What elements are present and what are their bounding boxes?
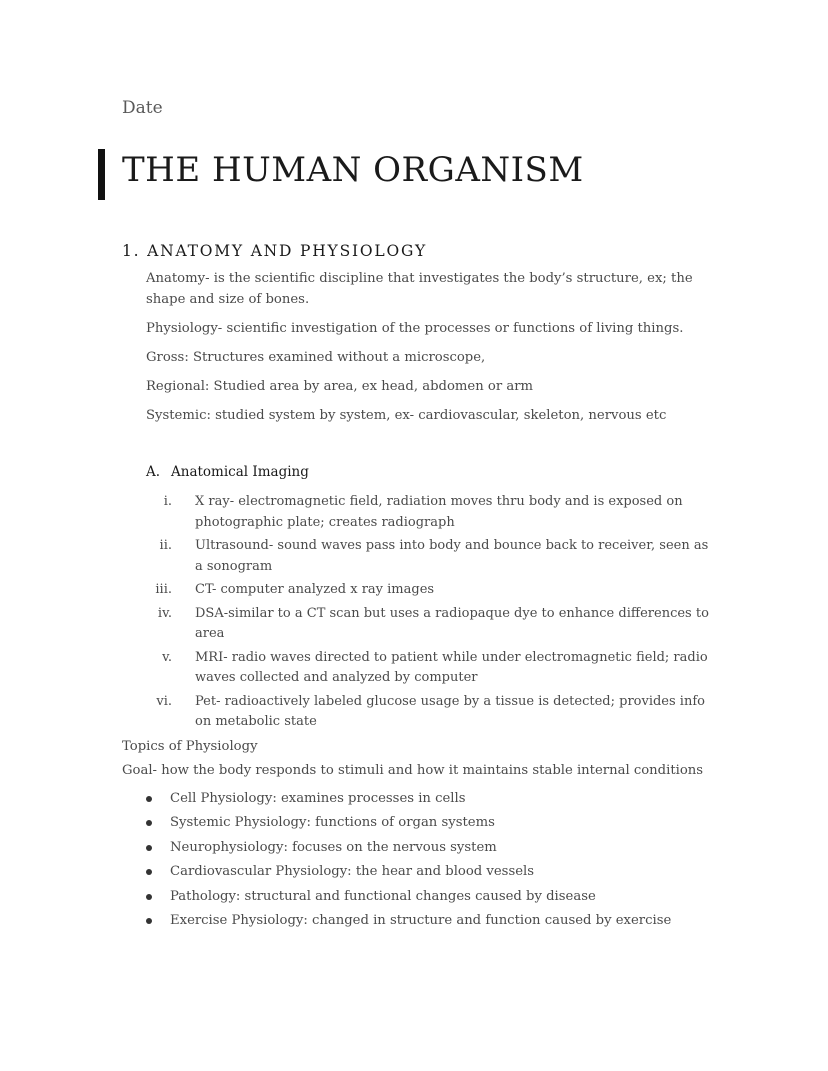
- paragraph-systemic: Systemic: studied system by system, ex- cardiovascular, skeleton, nervous etc: [146, 408, 667, 423]
- bullet-icon: [146, 820, 152, 826]
- list-item-text: Neurophysiology: focuses on the nervous system: [170, 839, 497, 855]
- list-item: [146, 787, 746, 811]
- page-title: THE HUMAN ORGANISM: [122, 150, 584, 190]
- paragraph-anatomy: Anatomy- is the scientific discipline that investigates the body’s structure, ex; the shape and size of bones.: [146, 271, 693, 307]
- list-item: [146, 885, 746, 909]
- list-item-number: i.: [163, 494, 172, 509]
- list-item-text: Ultrasound- sound waves pass into body and bounce back to receiver, seen as a sonogram: [195, 538, 709, 574]
- list-item: [140, 580, 720, 601]
- list-item-number: vi.: [156, 693, 172, 709]
- bullet-icon: [146, 796, 152, 802]
- list-item: [140, 648, 720, 689]
- paragraph-gross: Gross: Structures examined without a microscope,: [146, 350, 486, 365]
- list-item-text: X ray- electromagnetic field, radiation moves thru body and is exposed on photographic plate; creates radiograph: [195, 494, 683, 530]
- list-item: [140, 492, 720, 533]
- list-item-text: Exercise Physiology: changed in structure and function caused by exercise: [170, 913, 672, 929]
- date-label: Date: [122, 98, 163, 118]
- paragraph-physiology: Physiology- scientific investigation of the processes or functions of living things.: [146, 321, 684, 336]
- list-item-text: CT- computer analyzed x ray images: [195, 582, 435, 597]
- bullet-icon: [146, 918, 152, 924]
- list-item-text: DSA-similar to a CT scan but uses a radiopaque dye to enhance differences to area: [195, 605, 709, 641]
- list-item-text: Pathology: structural and functional changes caused by disease: [170, 888, 596, 904]
- list-item-text: Pet- radioactively labeled glucose usage by a tissue is detected; provides info on metabolic state: [195, 693, 705, 729]
- paragraph-regional: Regional: Studied area by area, ex head, abdomen or arm: [146, 379, 533, 394]
- list-item-text: MRI- radio waves directed to patient while under electromagnetic field; radio waves collected and analyzed by computer: [195, 649, 708, 685]
- list-item-text: Cardiovascular Physiology: the hear and blood vessels: [170, 864, 535, 880]
- bullet-icon: [146, 869, 152, 875]
- topics-heading: Topics of Physiology: [122, 739, 258, 754]
- list-item: [146, 909, 746, 933]
- section-heading-anatomy-physiology: 1. ANATOMY AND PHYSIOLOGY: [122, 242, 427, 260]
- subsection-letter: A.: [146, 464, 161, 480]
- list-item: [140, 692, 720, 733]
- list-item: [146, 836, 746, 860]
- list-item-text: Cell Physiology: examines processes in cells: [170, 791, 466, 806]
- physiology-topics-list: [146, 787, 746, 933]
- list-item: [140, 604, 720, 645]
- list-item-number: iii.: [155, 582, 172, 597]
- title-accent-bar: [98, 149, 105, 200]
- goal-text: Goal- how the body responds to stimuli and how it maintains stable internal conditions: [122, 763, 704, 778]
- list-item-number: v.: [162, 649, 172, 665]
- list-item: [146, 811, 746, 835]
- list-item-text: Systemic Physiology: functions of organ systems: [170, 815, 495, 831]
- imaging-list: [140, 492, 720, 736]
- bullet-icon: [146, 894, 152, 900]
- list-item-number: iv.: [157, 605, 172, 621]
- subsection-heading-imaging: Anatomical Imaging: [171, 464, 309, 480]
- bullet-icon: [146, 845, 152, 851]
- list-item-number: ii.: [159, 538, 172, 553]
- list-item: [146, 860, 746, 884]
- list-item: [140, 536, 720, 577]
